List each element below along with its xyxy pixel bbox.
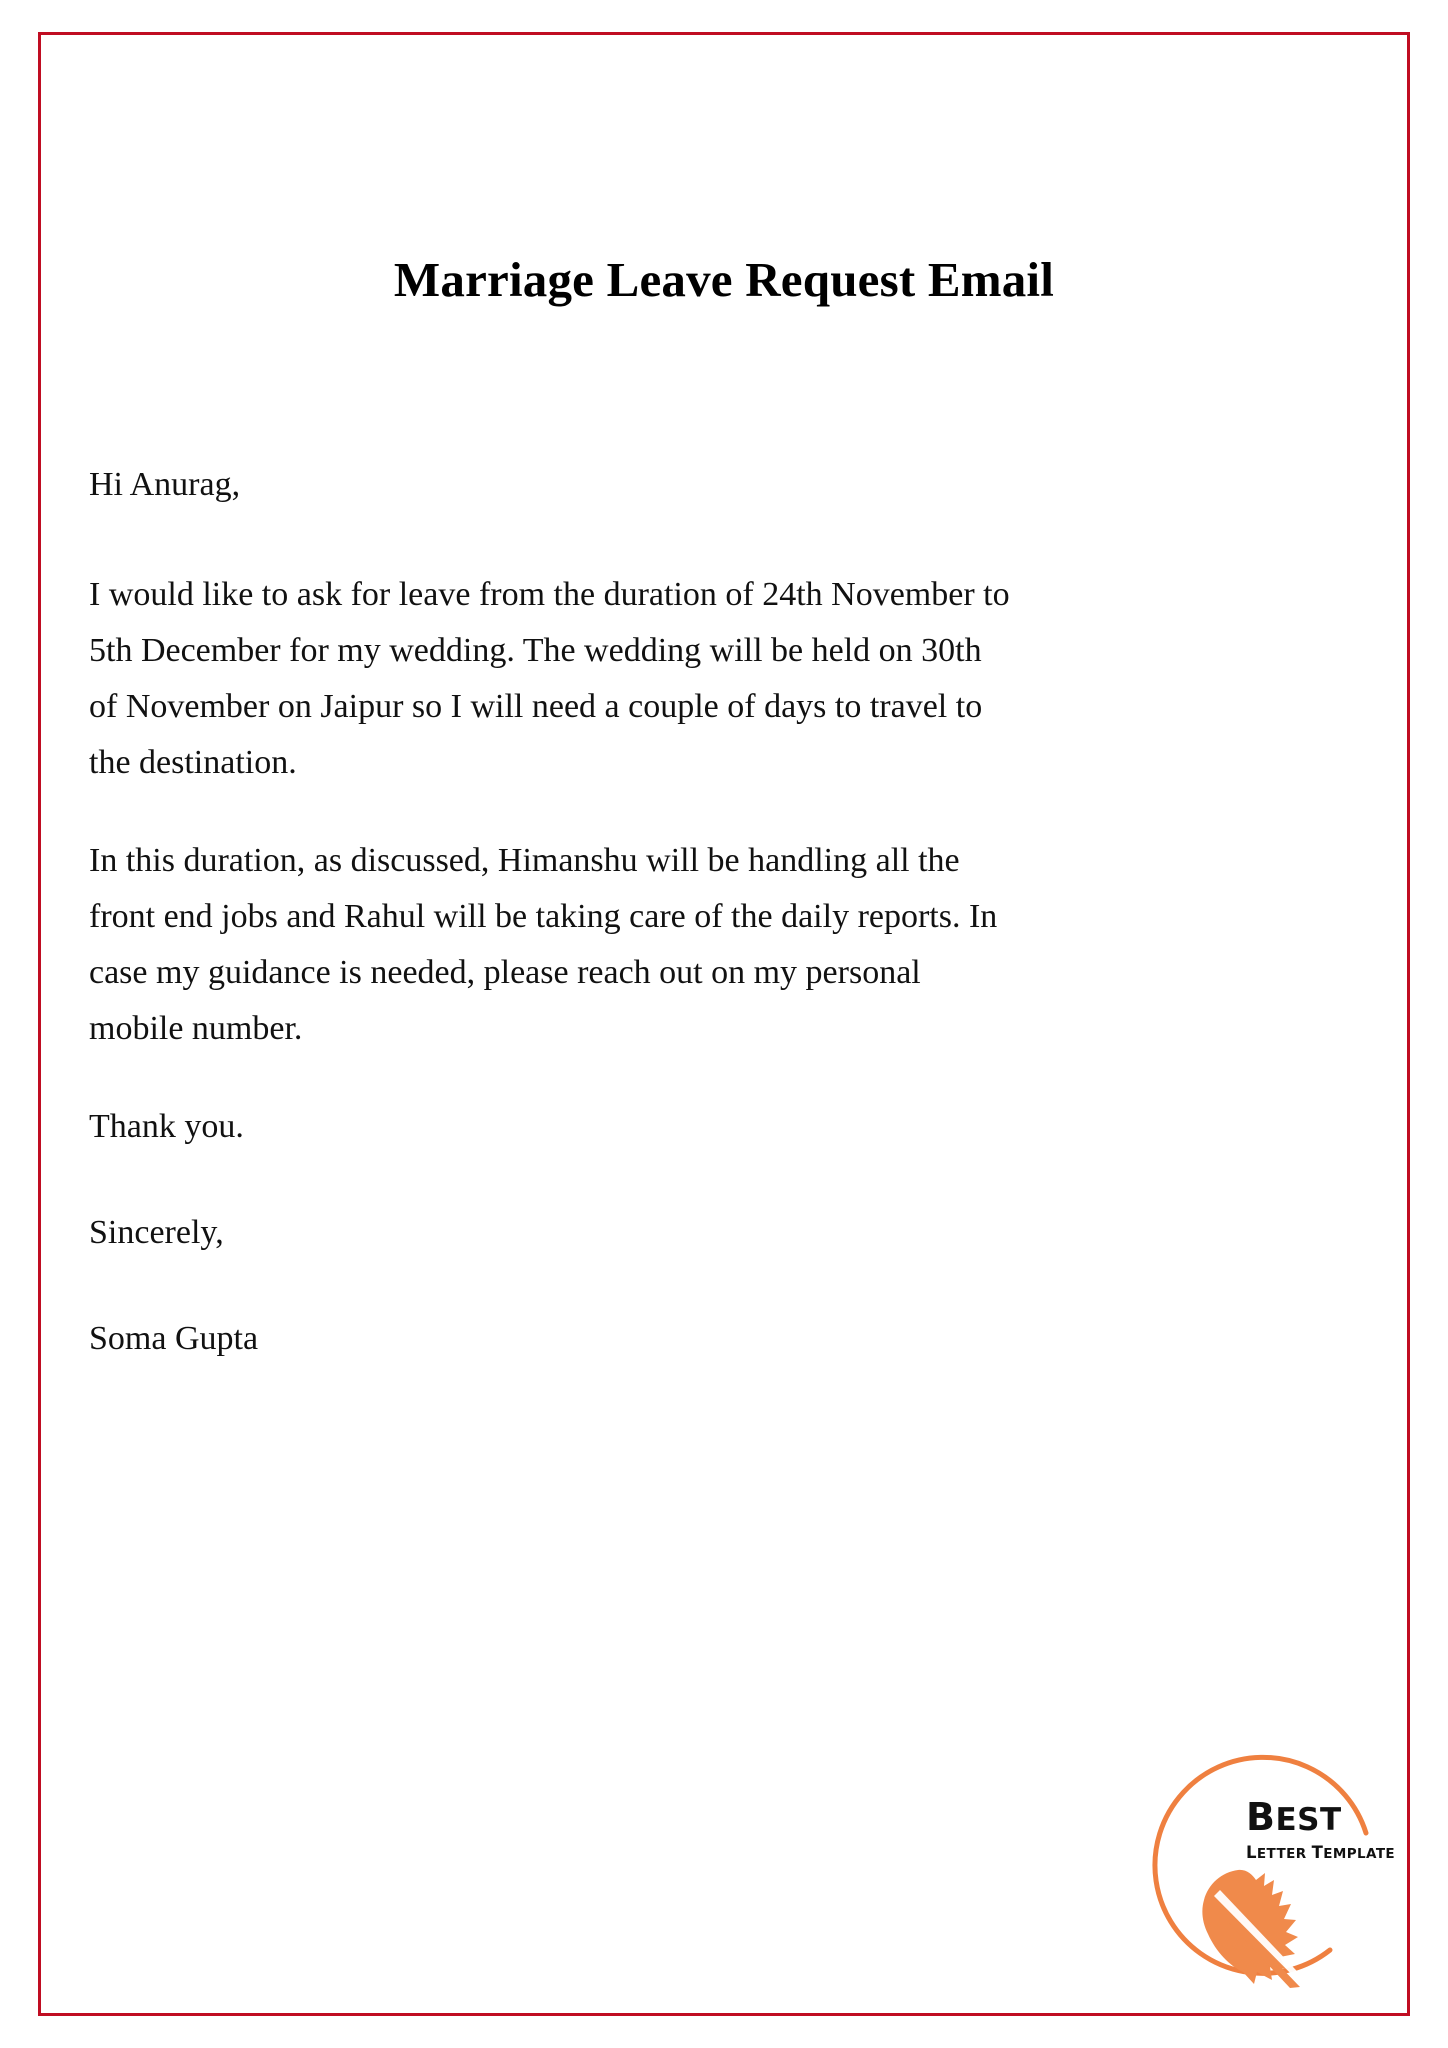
brand-logo-graphic bbox=[1134, 1738, 1384, 1988]
brand-name-secondary bbox=[1246, 1845, 1406, 1862]
brand-name-primary bbox=[1246, 1795, 1406, 1839]
brand-secondary-word2-initial: T bbox=[1311, 1843, 1324, 1862]
page-title: Marriage Leave Request Email bbox=[393, 251, 1055, 307]
brand-secondary-word2-rest: EMPLATE bbox=[1323, 1846, 1396, 1862]
letter-paragraph-1: I would like to ask for leave from the duration of 24th November to 5th December for my wedding. The wedding will be held on 30th of November on Jaipur so I will need a couple of days to travel to the destination. bbox=[89, 576, 1010, 781]
brand-logo bbox=[1134, 1738, 1396, 1988]
brand-primary-rest: EST bbox=[1275, 1802, 1342, 1838]
brand-primary-initial: B bbox=[1246, 1795, 1276, 1839]
letter-thanks: Thank you. bbox=[89, 1108, 244, 1145]
letter-salutation: Hi Anurag, bbox=[89, 466, 241, 503]
feather-quill-icon bbox=[1202, 1870, 1312, 1988]
letter-signature-name: Soma Gupta bbox=[89, 1320, 259, 1357]
brand-secondary-word1-rest: ETTER bbox=[1256, 1846, 1307, 1862]
brand-secondary-word1-initial: L bbox=[1246, 1843, 1257, 1862]
brand-logo-text bbox=[1246, 1795, 1406, 1862]
letter-body bbox=[89, 457, 1350, 1367]
letter-paragraph-2: In this duration, as discussed, Himanshu will be handling all the front end jobs and Rahul will be taking care of the daily reports. In case my guidance is needed, please reach out on my personal mobile number. bbox=[89, 842, 998, 1047]
letter-closing: Sincerely, bbox=[89, 1214, 224, 1251]
page-content bbox=[38, 32, 1410, 2016]
